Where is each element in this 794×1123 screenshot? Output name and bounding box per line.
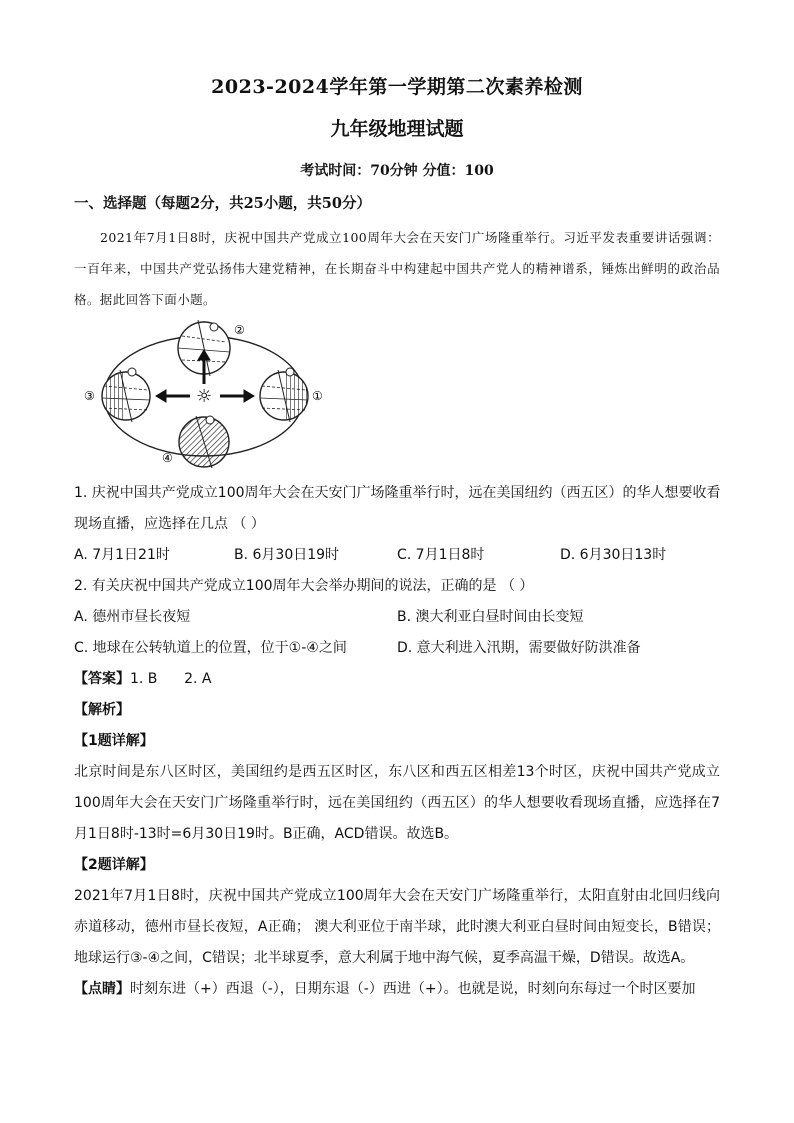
question-2-stem: 2. 有关庆祝中国共产党成立100周年大会举办期间的说法，正确的是 （ ） [74,578,534,594]
label-3: ③ [84,389,95,403]
label-2: ② [234,323,245,337]
earth-orbit-diagram [74,312,336,472]
answer-text: 1. B 2. A [130,671,212,687]
exam-subtitle: 九年级地理试题 [330,118,464,140]
answer-label: 【答案】 [74,671,130,687]
detail-2-text: 2021年7月1日8时，庆祝中国共产党成立100周年大会在天安门广场隆重举行，太阳直射由北回归线向赤道移动，德州市昼长夜短，A正确； 澳大利亚位于南半球，此时澳大利亚白昼时间由短变长，B错误；地球运行③-④之间，C错误；北半球夏季，意大利属于地中海气候，夏季高温干燥，D错误。故选A。 [74,888,720,966]
detail-1-text: 北京时间是东八区时区，美国纽约是西五区时区，东八区和西五区相差13个时区，庆祝中国共产党成立100周年大会在天安门广场隆重举行时，远在美国纽约（西五区）的华人想要收看现场直播，应选择在7月1日8时-13时=6月30日19时。B正确，ACD错误。故选B。 [74,764,720,842]
question-2-options-row1 [74,602,724,633]
sun-icon: ☼ [196,386,213,407]
q1-option-b[interactable]: B. 6月30日19时 [234,547,340,563]
label-1: ① [312,389,323,403]
exam-info: 考试时间：70分钟 分值：100 [300,163,494,179]
question-1-stem: 1. 庆祝中国共产党成立100周年大会在天安门广场隆重举行时，远在美国纽约（西五区）的华人想要收看现场直播，应选择在几点 （ ） [74,485,721,532]
tip-label: 【点睛】 [74,981,130,997]
q2-option-a[interactable]: A. 德州市昼长夜短 [74,609,191,625]
exam-title: 2023-2024学年第一学期第二次素养检测 [211,76,583,98]
question-2-options-row2 [74,633,724,664]
q2-option-c[interactable]: C. 地球在公转轨道上的位置，位于①-④之间 [74,640,347,656]
earth-position-4 [179,416,229,468]
answer-line [74,664,724,695]
question-intro: 2021年7月1日8时，庆祝中国共产党成立100周年大会在天安门广场隆重举行。习近平发表重要讲话强调：一百年来，中国共产党弘扬伟大建党精神，在长期奋斗中构建起中国共产党人的精神谱系，锤炼出鲜明的政治品格。据此回答下面小题。 [74,230,720,307]
section-heading: 一、选择题（每题2分，共25小题，共50分） [74,195,371,212]
question-1-options [74,540,724,571]
earth-position-1 [260,368,308,422]
q1-option-d[interactable]: D. 6月30日13时 [560,547,667,563]
q2-option-b[interactable]: B. 澳大利亚白昼时间由长变短 [397,609,584,625]
q1-option-c[interactable]: C. 7月1日8时 [397,547,485,563]
q1-option-a[interactable]: A. 7月1日21时 [74,547,170,563]
q2-option-d[interactable]: D. 意大利进入汛期，需要做好防洪准备 [397,640,641,656]
tip-text: 时刻东进（+）西退（-），日期东退（-）西进（+）。也就是说，时刻向东每过一个时区要加 [130,981,696,997]
detail-1-label: 【1题详解】 [74,733,154,749]
analysis-label: 【解析】 [74,702,130,718]
tip-line [74,974,724,1005]
detail-2-label: 【2题详解】 [74,857,154,873]
label-4: ④ [162,451,173,465]
